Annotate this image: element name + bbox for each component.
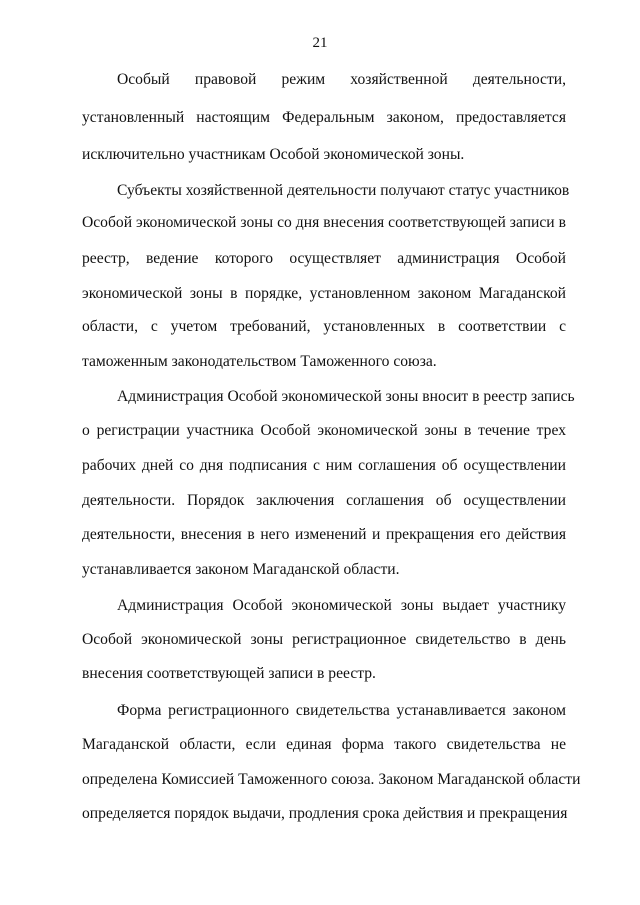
text-line: определена Комиссией Таможенного союза. Законом Магаданской области <box>82 771 581 788</box>
text-line: установленный настоящим Федеральным законом, предоставляется <box>82 109 566 126</box>
text-line: деятельности. Порядок заключения соглашения об осуществлении <box>82 492 566 509</box>
page-number: 21 <box>312 35 328 51</box>
text-line: Форма регистрационного свидетельства устанавливается законом <box>117 702 566 719</box>
text-line: Особой экономической зоны регистрационное свидетельство в день <box>82 631 566 648</box>
text-line: реестр, ведение которого осуществляет администрация Особой <box>82 250 566 267</box>
text-line: исключительно участникам Особой экономической зоны. <box>82 146 465 163</box>
text-line: Магаданской области, если единая форма такого свидетельства не <box>82 736 566 753</box>
text-line: Администрация Особой экономической зоны вносит в реестр запись <box>117 388 575 405</box>
text-line: Администрация Особой экономической зоны выдает участнику <box>117 597 566 614</box>
text-line: Особой экономической зоны со дня внесения соответствующей записи в <box>82 214 566 231</box>
text-line: области, с учетом требований, установленных в соответствии с <box>82 318 566 335</box>
text-line: внесения соответствующей записи в реестр. <box>82 665 376 682</box>
text-line: устанавливается законом Магаданской области. <box>82 561 400 578</box>
text-line: экономической зоны в порядке, установленном законом Магаданской <box>82 285 566 302</box>
text-line: Субъекты хозяйственной деятельности получают статус участников <box>117 182 570 199</box>
text-line: таможенным законодательством Таможенного союза. <box>82 353 437 370</box>
text-line: определяется порядок выдачи, продления срока действия и прекращения <box>82 805 568 822</box>
text-line: деятельности, внесения в него изменений и прекращения его действия <box>82 526 566 543</box>
text-line: рабочих дней со дня подписания с ним соглашения об осуществлении <box>82 457 566 474</box>
text-line: о регистрации участника Особой экономической зоны в течение трех <box>82 422 566 439</box>
text-line: Особый правовой режим хозяйственной деятельности, <box>117 71 566 88</box>
